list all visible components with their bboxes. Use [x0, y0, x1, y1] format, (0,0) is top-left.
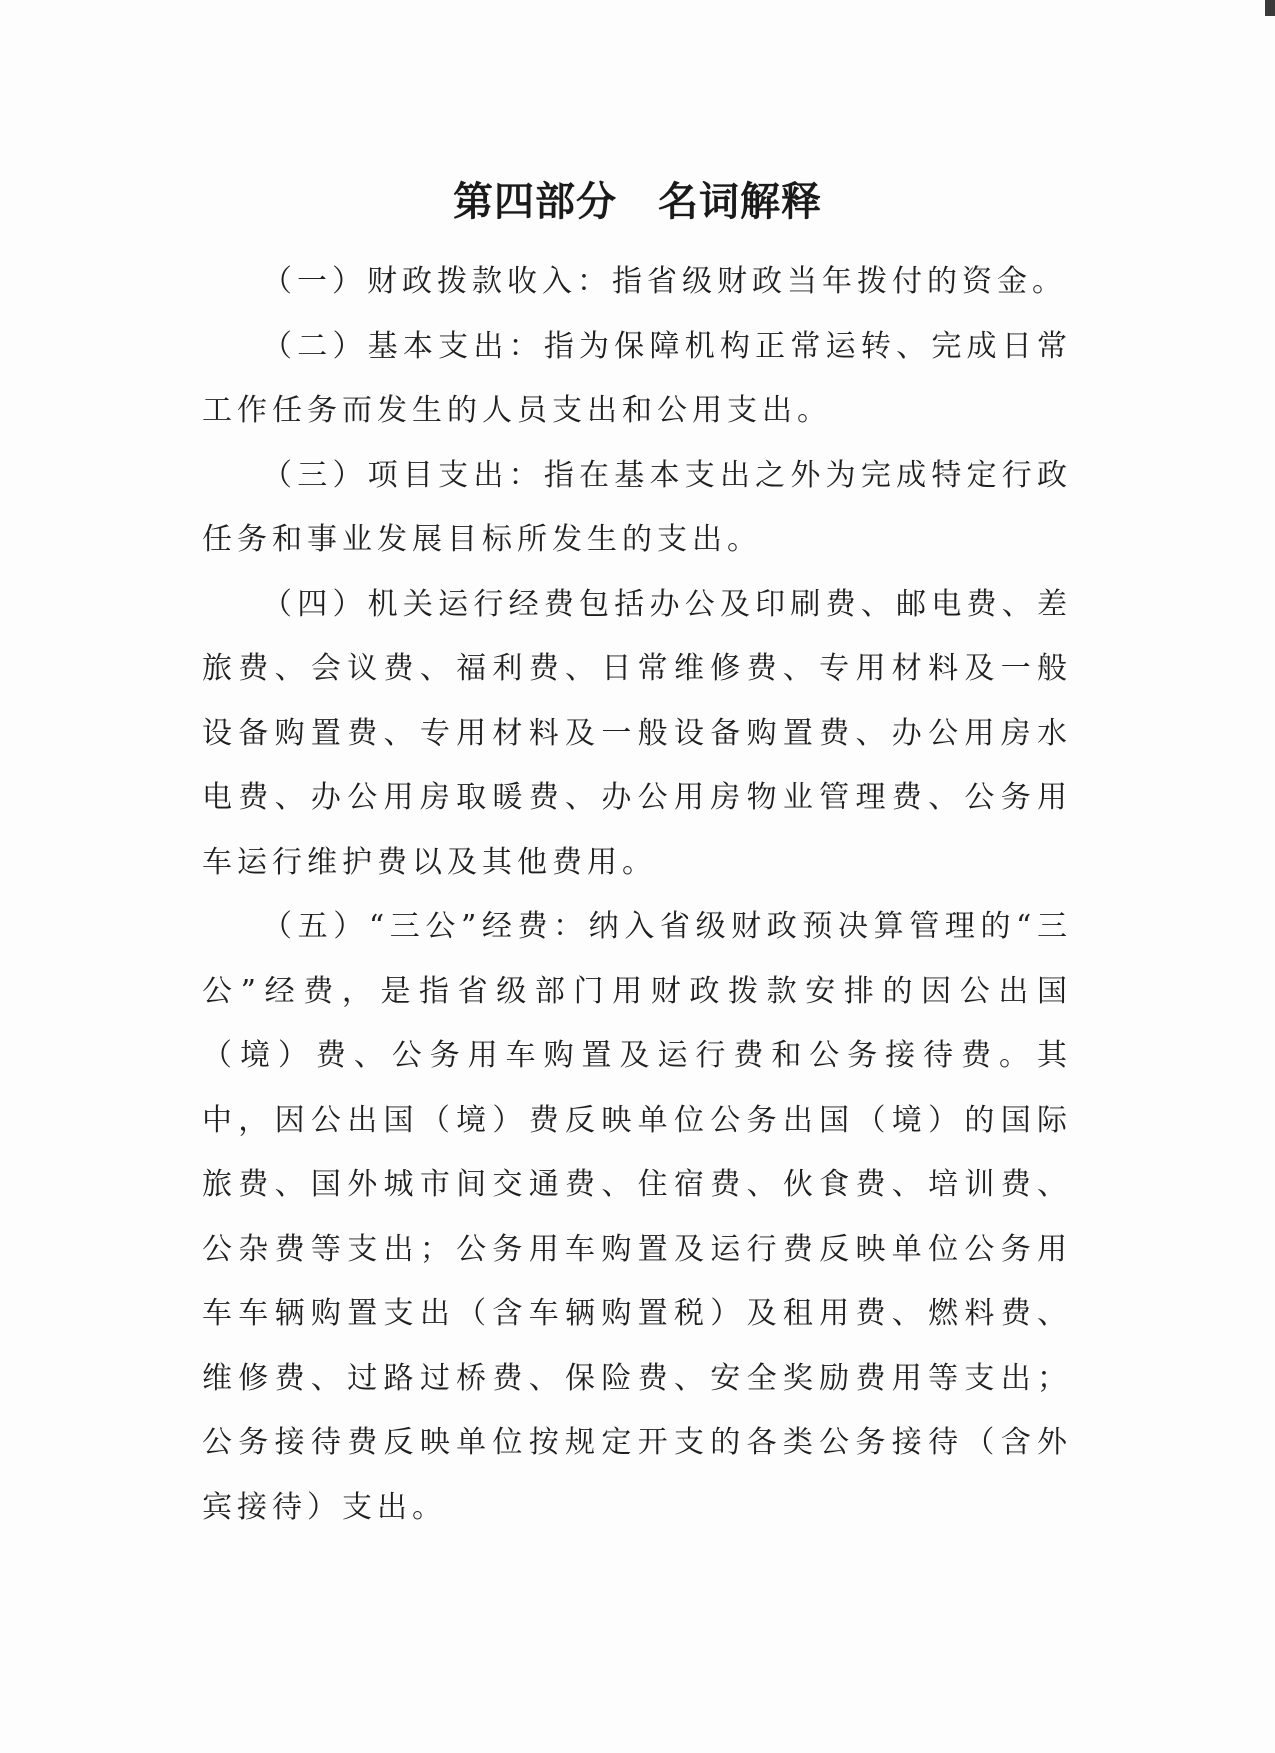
paragraph-fiscal-appropriation-income: （一）财政拨款收入：指省级财政当年拨付的资金。 [262, 264, 1067, 299]
paragraph-operating-expenses: （四）机关运行经费包括办公及印刷费、邮电费、差旅费、会议费、福利费、日常维修费、专用材料及一般设备购置费、专用材料及一般设备购置费、办公用房水电费、办公用房取暖费、办公用房物业管理费、公务用车运行维护费以及其他费用。 [202, 586, 1072, 880]
paragraph-basic-expenditure: （二）基本支出：指为保障机构正常运转、完成日常工作任务而发生的人员支出和公用支出。 [202, 328, 1072, 428]
scan-edge-mark [1265, 0, 1275, 16]
document-body [202, 250, 1072, 1540]
page-title: 第四部分 名词解释 [453, 179, 822, 225]
paragraph-project-expenditure: （三）项目支出：指在基本支出之外为完成特定行政任务和事业发展目标所发生的支出。 [202, 457, 1072, 557]
paragraph-three-public-expenses: （五）“三公”经费：纳入省级财政预决算管理的“三公”经费，是指省级部门用财政拨款安排的因公出国（境）费、公务用车购置及运行费和公务接待费。其中，因公出国（境）费反映单位公务出国（境）的国际旅费、国外城市间交通费、住宿费、伙食费、培训费、公杂费等支出；公务用车购置及运行费反映单位公务用车车辆购置支出（含车辆购置税）及租用费、燃料费、维修费、过路过桥费、保险费、安全奖励费用等支出；公务接待费反映单位按规定开支的各类公务接待（含外宾接待）支出。 [202, 909, 1072, 1525]
